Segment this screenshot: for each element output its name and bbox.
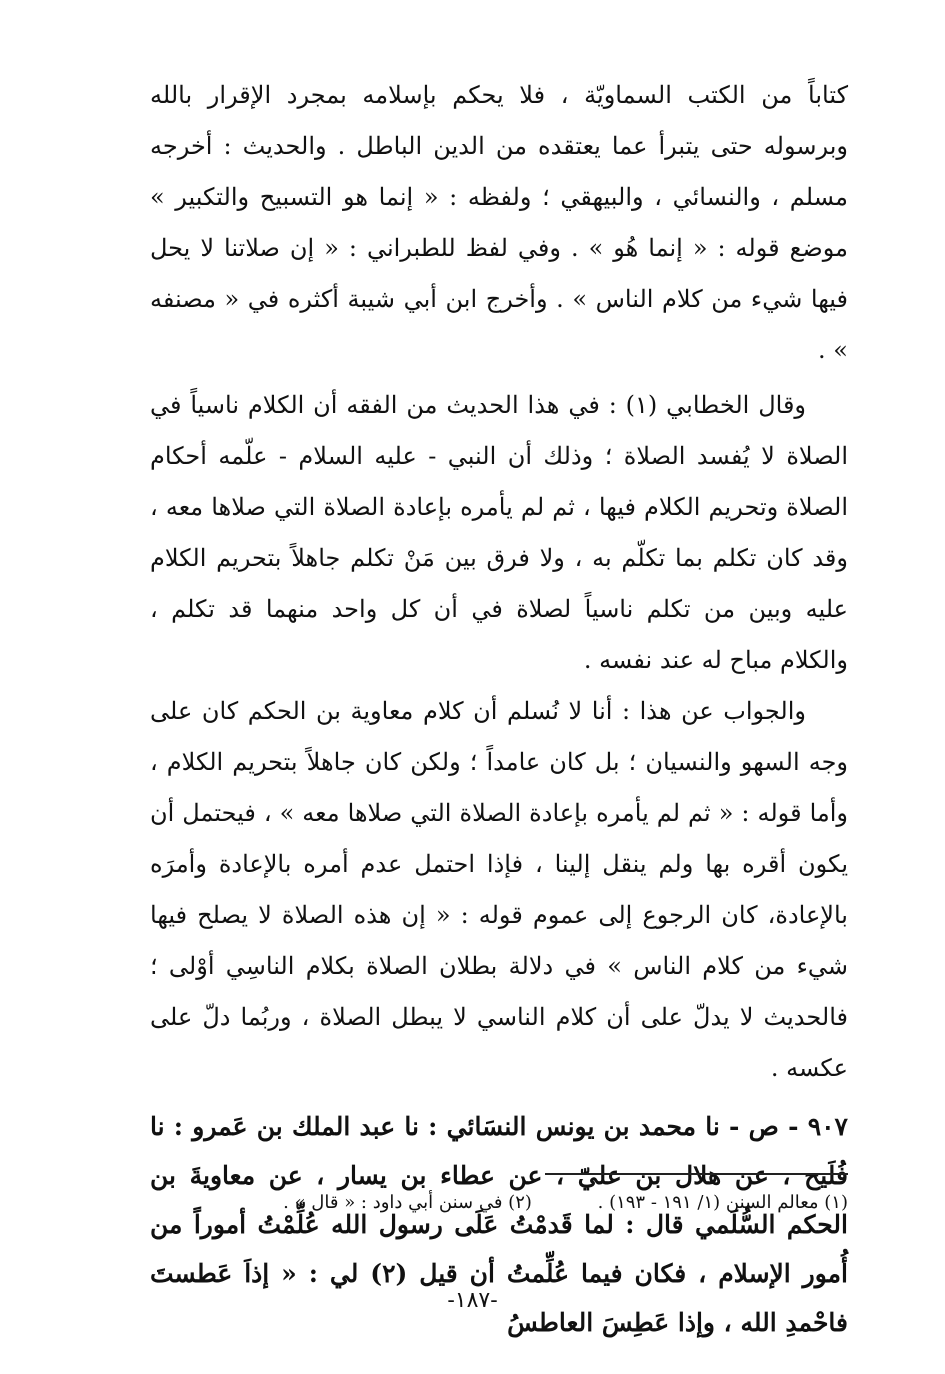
- paragraph-2: وقال الخطابي (١) : في هذا الحديث من الفقه أن الكلام ناسياً في الصلاة لا يُفسد الصلاة ؛ وذلك أن النبي - عليه السلام - علّمه أحكام الصلاة وتحريم الكلام فيها ، ثم لم يأمره بإعادة الصلاة التي صلاها معه ، وقد كان تكلم بما تكلّم به ، ولا فرق بين مَنْ تكلم جاهلاً بتحريم الكلام عليه وبين من تكلم ناسياً لصلاة في أن كل واحد منهما قد تكلم ، والكلام مباح له عند نفسه .: [150, 391, 849, 674]
- footnote-divider: [545, 1173, 848, 1175]
- footnote-2: (٢) في سنن أبي داود : « قال » .: [283, 1192, 532, 1213]
- main-text: [150, 70, 848, 1347]
- footnotes: [150, 1186, 848, 1220]
- paragraph-1: كتاباً من الكتب السماويّة ، فلا يحكم بإسلامه بمجرد الإقرار بالله وبرسوله حتى يتبرأ عما يعتقده من الدين الباطل . والحديث : أخرجه مسلم ، والنسائي ، والبيهقي ؛ ولفظه : « إنما هو التسبيح والتكبير » موضع قوله : « إنما هُو » . وفي لفظ للطبراني : « إن صلاتنا لا يحل فيها شيء من كلام الناس » . وأخرج ابن أبي شيبة أكثره في « مصنفه » .: [150, 81, 848, 364]
- paragraph-3: والجواب عن هذا : أنا لا نُسلم أن كلام معاوية بن الحكم كان على وجه السهو والنسيان ؛ بل كان عامداً ؛ ولكن كان جاهلاً بتحريم الكلام ، وأما قوله : « ثم لم يأمره بإعادة الصلاة التي صلاها معه » ، فيحتمل أن يكون أقره بها ولم ينقل إلينا ، فإذا احتمل عدم أمره بالإعادة وأمرَه بالإعادة، كان الرجوع إلى عموم قوله : « إن هذه الصلاة لا يصلح فيها شيء من كلام الناس » في دلالة بطلان الصلاة بكلام الناسِي أوْلى ؛ فالحديث لا يدلّ على أن كلام الناسي لا يبطل الصلاة ، وربُما دلّ على عكسه .: [150, 697, 848, 1082]
- hadith-907: ٩٠٧ - ص - نا محمد بن يونس النسَائي : نا عبد الملك بن عَمرو : نا فُلَيح ، عن هلال بن عليّ ، عن عطاء بن يسار ، عن معاويةَ بن الحكم السُّلَمي قال : لما قَدمْتُ عَلَى رسول الله عُلِّمْتُ أموراً من أُمور الإسلام ، فكان فيما عُلِّمتُ أن قيل (٢) لي : « إذاَ عَطستَ فاحْمدِ الله ، وإذا عَطِسَ العاطسُ: [150, 1112, 848, 1337]
- page-number: -١٨٧-: [447, 1288, 498, 1313]
- footnote-1: (١) معالم السنن (١/ ١٩١ - ١٩٣) .: [597, 1192, 848, 1213]
